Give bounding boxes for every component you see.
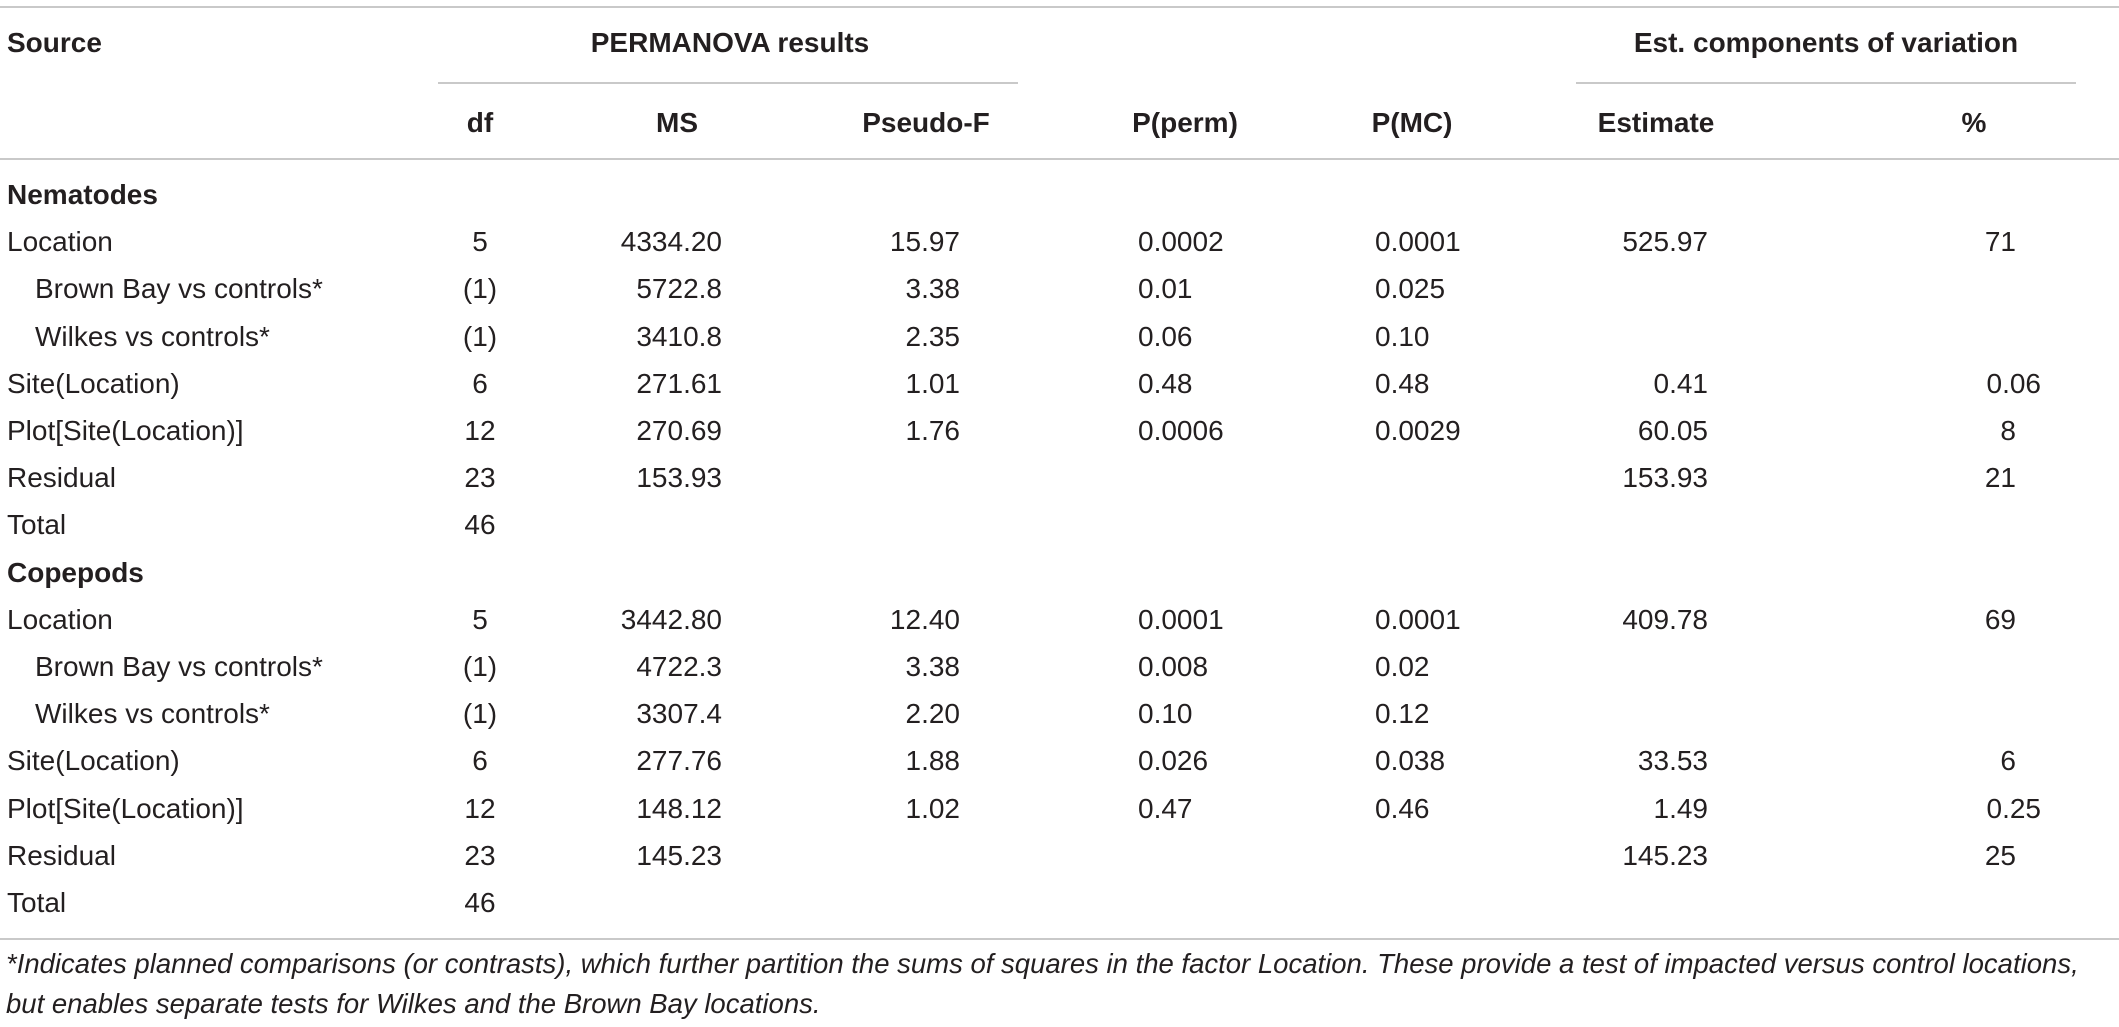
cell-p-perm: 0.48 (1138, 367, 1193, 399)
cell-ms: 145.23 (636, 839, 722, 871)
cell-p-mc: 0.02 (1375, 651, 1430, 682)
cell-source: Site(Location) (7, 367, 180, 399)
cell-p-perm: 0.01 (1138, 273, 1193, 305)
cell-df: 12 (464, 792, 496, 824)
cell-p-mc: 0.025 (1375, 273, 1446, 305)
cell-df: 46 (464, 509, 496, 541)
cell-source: Site(Location) (7, 745, 180, 777)
cell-estimate: 525.97 (1622, 226, 1708, 258)
header-variation-group: Est. components of variation (1633, 27, 2019, 58)
header-percent: % (1961, 107, 1987, 138)
permanova-group-rule (438, 82, 1018, 84)
header-pseudo-f: Pseudo-F (862, 107, 990, 138)
header-p-perm: P(perm) (1132, 107, 1238, 138)
cell-df: 5 (472, 226, 488, 258)
cell-estimate: 33.53 (1637, 745, 1708, 777)
cell-ms: 4722.3 (636, 651, 722, 682)
cell-pseudo-f: 2.35 (905, 320, 960, 352)
cell-ms: 271.61 (636, 367, 722, 399)
cell-df: 6 (472, 367, 488, 399)
cell-df: 23 (464, 462, 496, 494)
variation-group-rule (1576, 82, 2076, 84)
cell-p-mc: 0.038 (1375, 745, 1446, 777)
cell-ms: 3307.4 (636, 698, 722, 730)
cell-source: Brown Bay vs controls* (35, 651, 323, 682)
cell-estimate: 1.49 (1653, 792, 1708, 824)
cell-p-mc: 0.46 (1375, 792, 1430, 824)
cell-p-mc: 0.12 (1375, 698, 1430, 730)
table-footnote: *Indicates planned comparisons (or contrasts), which further partition the sums of squares in the factor Location. These provide a test of impacted versus control locations, but enables separate tests for Wilkes and the Brown Bay locations. (6, 948, 2079, 1019)
cell-p-mc: 0.0001 (1375, 226, 1461, 258)
table-bottom-rule (0, 938, 2119, 940)
cell-ms: 3442.80 (620, 603, 722, 635)
cell-percent: 69 (1984, 603, 2016, 635)
cell-pseudo-f: 1.76 (905, 415, 960, 446)
cell-df: 12 (464, 415, 496, 446)
cell-pseudo-f: 15.97 (889, 226, 960, 258)
cell-ms: 270.69 (636, 415, 722, 446)
cell-ms: 4334.20 (620, 226, 722, 258)
cell-source: Plot[Site(Location)] (7, 415, 244, 446)
cell-source: Location (7, 226, 113, 258)
cell-estimate: 145.23 (1622, 839, 1708, 871)
cell-p-perm: 0.0002 (1138, 226, 1224, 258)
cell-df: 23 (464, 839, 496, 871)
cell-p-perm: 0.008 (1138, 651, 1209, 682)
cell-p-mc: 0.0001 (1375, 603, 1461, 635)
cell-ms: 3410.8 (636, 320, 722, 352)
cell-source: Brown Bay vs controls* (35, 273, 323, 305)
cell-source: Wilkes vs controls* (35, 698, 270, 730)
header-permanova-group: PERMANOVA results (590, 27, 870, 58)
cell-estimate: 0.41 (1653, 367, 1708, 399)
cell-estimate: 409.78 (1622, 603, 1708, 635)
cell-df: (1) (462, 698, 498, 730)
cell-source: Plot[Site(Location)] (7, 792, 244, 824)
cell-percent: 21 (1984, 462, 2016, 494)
cell-p-perm: 0.47 (1138, 792, 1193, 824)
cell-percent: 0.06 (1986, 367, 2041, 399)
cell-percent: 8 (2000, 415, 2016, 446)
cell-p-perm: 0.0006 (1138, 415, 1224, 446)
cell-pseudo-f: 1.88 (905, 745, 960, 777)
cell-pseudo-f: 3.38 (905, 273, 960, 305)
cell-ms: 277.76 (636, 745, 722, 777)
cell-source: Total (7, 509, 67, 541)
cell-source: Location (7, 603, 113, 635)
cell-percent: 25 (1984, 839, 2016, 871)
cell-percent: 71 (1984, 226, 2016, 258)
cell-pseudo-f: 12.40 (889, 603, 960, 635)
cell-source: Residual (7, 839, 116, 871)
cell-source: Total (7, 887, 67, 918)
cell-estimate: 60.05 (1637, 415, 1708, 446)
cell-pseudo-f: 3.38 (905, 651, 960, 682)
cell-df: (1) (462, 651, 498, 682)
cell-p-perm: 0.06 (1138, 320, 1193, 352)
section-title: Copepods (7, 556, 144, 588)
cell-p-mc: 0.48 (1375, 367, 1430, 399)
cell-source: Residual (7, 462, 116, 494)
header-source: Source (7, 27, 102, 58)
cell-pseudo-f: 2.20 (905, 698, 960, 730)
header-ms: MS (656, 107, 698, 138)
cell-p-perm: 0.10 (1138, 698, 1193, 730)
cell-source: Wilkes vs controls* (35, 320, 270, 352)
header-p-mc: P(MC) (1371, 107, 1453, 138)
cell-p-mc: 0.10 (1375, 320, 1430, 352)
cell-p-perm: 0.0001 (1138, 603, 1224, 635)
cell-pseudo-f: 1.01 (905, 367, 960, 399)
section-title: Nematodes (7, 179, 158, 210)
cell-percent: 6 (2000, 745, 2016, 777)
cell-df: 46 (464, 887, 496, 918)
header-bottom-rule (0, 158, 2119, 160)
cell-percent: 0.25 (1986, 792, 2041, 824)
table-top-rule (0, 6, 2119, 8)
cell-estimate: 153.93 (1622, 462, 1708, 494)
cell-ms: 148.12 (636, 792, 722, 824)
cell-p-perm: 0.026 (1138, 745, 1209, 777)
cell-ms: 5722.8 (636, 273, 722, 305)
cell-ms: 153.93 (636, 462, 722, 494)
cell-p-mc: 0.0029 (1375, 415, 1461, 446)
cell-df: 6 (472, 745, 488, 777)
cell-df: 5 (472, 603, 488, 635)
cell-df: (1) (462, 320, 498, 352)
header-estimate: Estimate (1597, 107, 1715, 138)
header-df: df (466, 107, 494, 138)
cell-pseudo-f: 1.02 (905, 792, 960, 824)
cell-df: (1) (462, 273, 498, 305)
